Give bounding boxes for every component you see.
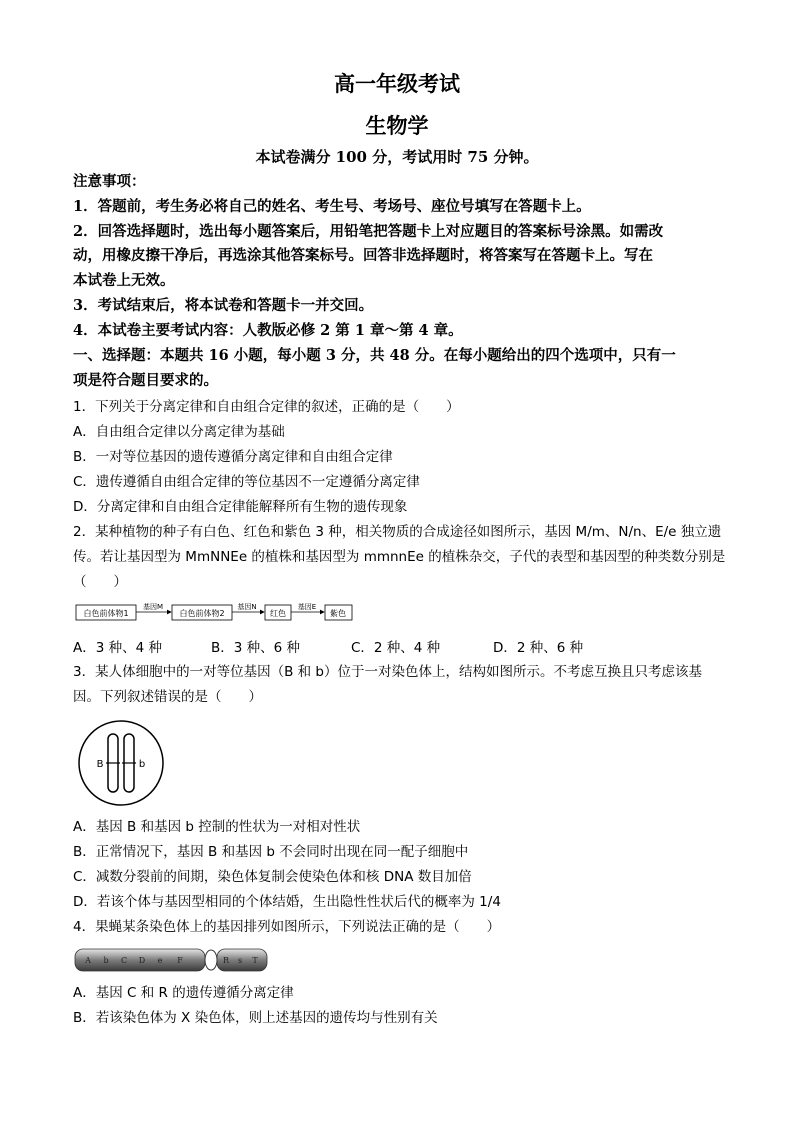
question-stem: 2．某种植物的种子有白色、红色和紫色 3 种，相关物质的合成途径如图所示，基因 M/m、N/n、E/e 独立遗 <box>73 524 722 540</box>
notice-item: 动，用橡皮擦干净后，再选涂其他答案标号。回答非选择题时，将答案写在答题卡上。写在 <box>73 247 653 264</box>
notice-item: 2．回答选择题时，选出每小题答案后，用铅笔把答题卡上对应题目的答案标号涂黑。如需改 <box>73 223 664 240</box>
gene-label: s <box>237 956 243 965</box>
question-stem: 因。下列叙述错误的是（ ） <box>73 689 262 705</box>
allele-label: b <box>138 759 146 770</box>
gene-label: A <box>85 956 91 965</box>
gene-label: e <box>157 956 163 965</box>
option-a: A．基因 C 和 R 的遗传遵循分离定律 <box>73 985 294 1001</box>
question-stem: 传。若让基因型为 MmNNEe 的植株和基因型为 mmnnEe 的植株杂交，子代的表型和基因型的种类数分别是 <box>73 549 726 565</box>
pathway-box-label: 红色 <box>270 609 286 618</box>
option-b: B．正常情况下，基因 B 和基因 b 不会同时出现在同一配子细胞中 <box>73 844 469 860</box>
gene-label: C <box>120 956 128 965</box>
gene-label: R <box>222 956 230 965</box>
gene-label: b <box>103 956 109 965</box>
pathway-box-label: 白色前体物2 <box>179 609 225 618</box>
option-c: C．遗传遵循自由组合定律的等位基因不一定遵循分离定律 <box>73 474 420 490</box>
centromere <box>205 950 217 970</box>
question-stem: 3．某人体细胞中的一对等位基因（B 和 b）位于一对染色体上，结构如图所示。不考虑互换且只考虑该基 <box>73 664 703 680</box>
cell-outline <box>79 721 163 805</box>
option-b: B．一对等位基因的遗传遵循分离定律和自由组合定律 <box>73 449 393 465</box>
option-c: C．2 种、4 种 <box>351 640 441 656</box>
gene-label: 基因N <box>237 603 257 611</box>
question-stem: （ ） <box>73 574 127 590</box>
option-b: B．3 种、6 种 <box>211 640 301 656</box>
allele-label: B <box>96 759 104 770</box>
notice-heading: 注意事项： <box>73 173 146 190</box>
option-a: A．基因 B 和基因 b 控制的性状为一对相对性状 <box>73 819 361 835</box>
fruitfly-chromosome-figure <box>74 946 270 974</box>
gene-label: 基因M <box>142 603 164 611</box>
option-b: B．若该染色体为 X 染色体，则上述基因的遗传均与性别有关 <box>73 1010 438 1026</box>
option-a: A．自由组合定律以分离定律为基础 <box>73 424 285 440</box>
option-d: D．2 种、6 种 <box>493 640 584 656</box>
option-c: C．减数分裂前的间期，染色体复制会使染色体和核 DNA 数目加倍 <box>73 869 472 885</box>
gene-label: 基因E <box>297 603 317 611</box>
synthesis-pathway-figure <box>75 600 355 624</box>
option-d: D．分离定律和自由组合定律能解释所有生物的遗传现象 <box>73 499 408 515</box>
gene-label: T <box>252 956 258 965</box>
notice-item: 4．本试卷主要考试内容：人教版必修 2 第 1 章～第 4 章。 <box>73 322 463 339</box>
option-d: D．若该个体与基因型相同的个体结婚，生出隐性性状后代的概率为 1/4 <box>73 894 501 910</box>
chromosome-pair-figure <box>76 718 166 808</box>
notice-item: 3．考试结束后，将本试卷和答题卡一并交回。 <box>73 297 374 314</box>
exam-title: 高一年级考试 <box>334 71 460 96</box>
pathway-box-label: 紫色 <box>330 609 346 618</box>
subject-title: 生物学 <box>365 113 429 138</box>
section-heading: 一、选择题：本题共 16 小题，每小题 3 分，共 48 分。在每小题给出的四个选项中，只有一 <box>73 347 676 364</box>
pathway-box-label: 白色前体物1 <box>83 609 129 618</box>
question-stem: 1．下列关于分离定律和自由组合定律的叙述，正确的是（ ） <box>73 399 460 415</box>
gene-label: F <box>177 956 183 965</box>
gene-label: D <box>138 956 146 965</box>
exam-info: 本试卷满分 100 分，考试用时 75 分钟。 <box>255 148 539 166</box>
question-stem: 4．果蝇某条染色体上的基因排列如图所示，下列说法正确的是（ ） <box>73 919 501 935</box>
section-heading: 项是符合题目要求的。 <box>73 372 218 389</box>
option-a: A．3 种、4 种 <box>73 640 162 656</box>
notice-item: 1．答题前，考生务必将自己的姓名、考生号、考场号、座位号填写在答题卡上。 <box>73 198 591 215</box>
notice-item: 本试卷上无效。 <box>73 272 175 289</box>
